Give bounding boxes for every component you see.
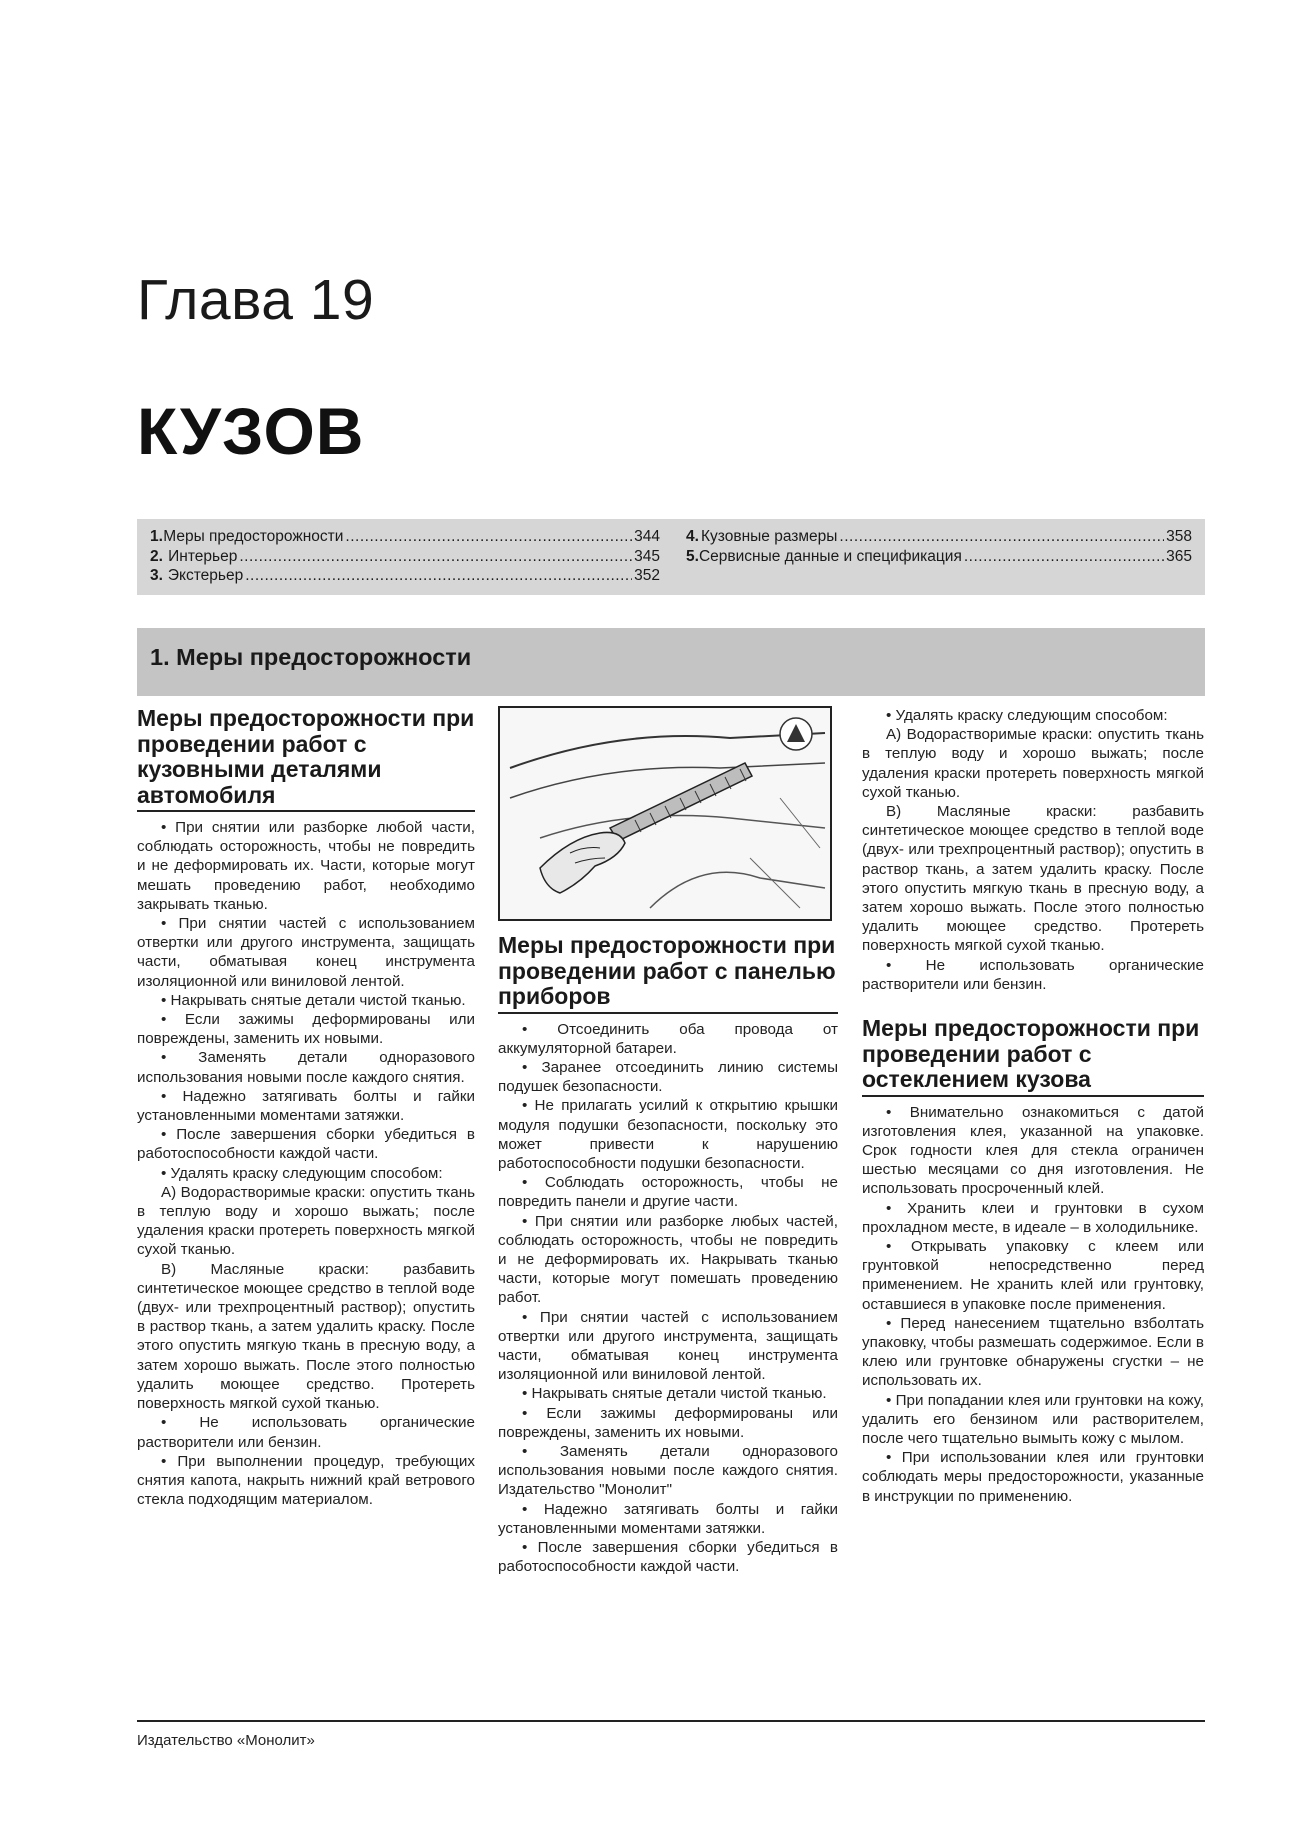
body-paragraph: • Заменять детали одноразового использования новыми после каждого снятия. Издательство "Монолит" [498, 1442, 838, 1499]
toc-entry[interactable] [150, 527, 660, 547]
body-paragraph: • Не использовать органические растворители или бензин. [137, 1414, 475, 1451]
body-paragraph: • При снятии или разборке любой части, соблюдать осторожность, чтобы не повредить и не деформировать их. Части, которые могут мешать проведению работ, необходимо закрывать тканью. [137, 819, 475, 913]
body-paragraph: • После завершения сборки убедиться в работоспособности каждой части. [498, 1538, 838, 1576]
subsection-heading-instrument-panel: Меры предосторожности при проведении работ с панелью приборов [498, 933, 838, 1014]
body-paragraph: • Если зажимы деформированы или повреждены, заменить их новыми. [498, 1404, 838, 1441]
subsection-heading-glazing: Меры предосторожности при проведении работ с остеклением кузова [862, 1016, 1204, 1097]
illustration-drawing [500, 708, 830, 919]
text-column-2 [498, 706, 838, 1576]
body-paragraph: • При использовании клея или грунтовки соблюдать меры предосторожности, указанные в инструкции по применению. [862, 1449, 1204, 1505]
body-paragraph: А) Водорастворимые краски: опустить ткань в теплую воду и хорошо выжать; после удаления краски протереть поверхность мягкой сухой тканью. [862, 726, 1204, 801]
toc-entry-number: 4. [686, 528, 699, 545]
body-paragraph: В) Масляные краски: разбавить синтетическое моющее средство в теплой воде (двух- или трехпроцентный раствор); опустить в раствор ткань, а затем удалить краску. После этого опустить мягкую ткань в пресную воду, а затем хорошо выжать. После этого полностью удалить моющее средство. Протереть поверхность мягкой сухой тканью. [862, 803, 1204, 955]
body-paragraph: В) Масляные краски: разбавить синтетическое моющее средство в теплой воде (двух- или трехпроцентный раствор); опустить в раствор ткань, а затем удалить краску. После этого опустить мягкую ткань в пресную воду, а затем хорошо выжать. После этого полностью удалить моющее средство. Протереть поверхность мягкой сухой тканью. [137, 1260, 475, 1413]
body-paragraph: А) Водорастворимые краски: опустить ткань в теплую воду и хорошо выжать; после удаления краски протереть поверхность мягкой сухой тканью. [137, 1183, 475, 1259]
body-paragraph: • При снятии или разборке любых частей, соблюдать осторожность, чтобы не повредить и не деформировать их. Накрывать тканью части, которые могут помешать проведению работ. [498, 1212, 838, 1307]
toc-leader-dots [245, 566, 632, 586]
body-paragraph: • Открывать упаковку с клеем или грунтовкой непосредственно перед применением. Не хранить клей или грунтовку, оставшиеся в упаковке после применения. [862, 1237, 1204, 1313]
toc-entry-number: 3. [150, 567, 163, 584]
body-paragraph: • Удалять краску следующим способом: [161, 1164, 443, 1182]
column-3-body [862, 1103, 1204, 1506]
body-paragraph: • Заменять детали одноразового использования новыми после каждого снятия. [137, 1049, 475, 1086]
section-header [137, 628, 1205, 696]
body-paragraph: • Соблюдать осторожность, чтобы не повредить панели и другие части. [498, 1174, 838, 1211]
column-1-body [137, 818, 475, 1509]
toc-entry[interactable] [686, 527, 1192, 547]
body-paragraph: • Накрывать снятые детали чистой тканью. [522, 1385, 827, 1403]
body-paragraph: • Не использовать органические растворители или бензин. [862, 956, 1204, 993]
toc-entry-number: 1. [150, 528, 163, 545]
toc-leader-dots [964, 547, 1164, 567]
toc-entry-title: Кузовные размеры [701, 528, 838, 545]
body-paragraph: • Внимательно ознакомиться с датой изготовления клея, указанной на упаковке. Срок годности клея для стекла ограничен шестью месяцами со дня изготовления. Не использовать просроченный клей. [862, 1103, 1204, 1198]
body-paragraph: • Надежно затягивать болты и гайки установленными моментами затяжки. [137, 1087, 475, 1125]
toc-right-column [686, 527, 1192, 566]
body-paragraph: • При выполнении процедур, требующих снятия капота, накрыть нижний край ветрового стекла подходящим материалом. [137, 1452, 475, 1509]
chapter-title: КУЗОВ [137, 394, 365, 468]
body-paragraph: • Хранить клеи и грунтовки в сухом прохладном месте, в идеале – в холодильнике. [862, 1199, 1204, 1236]
toc-entry-title: Экстерьер [167, 567, 244, 584]
body-paragraph: • Если зажимы деформированы или повреждены, заменить их новыми. [137, 1011, 475, 1048]
toc-entry[interactable] [150, 566, 660, 586]
toc-entry-page: 365 [1166, 547, 1192, 565]
body-paragraph: • Отсоединить оба провода от аккумуляторной батареи. [498, 1020, 838, 1057]
body-paragraph: • Перед нанесением тщательно взболтать упаковку, чтобы размешать содержимое. Если в клею или грунтовке обнаружены сгустки – не использовать их. [862, 1314, 1204, 1390]
body-paragraph: • При попадании клея или грунтовки на кожу, удалить его бензином или растворителем, после чего тщательно вымыть кожу с мылом. [862, 1391, 1204, 1447]
toc-entry-number: 2. [150, 547, 163, 565]
illustration-dashboard-tool [498, 706, 832, 921]
body-paragraph: • При снятии частей с использованием отвертки или другого инструмента, защищать части, обматывая конец инструмента изоляционной или виниловой лентой. [498, 1308, 838, 1384]
column-2-body [498, 1020, 838, 1577]
toc-leader-dots [239, 547, 632, 567]
toc-entry[interactable] [686, 547, 1192, 567]
body-paragraph: • Удалять краску следующим способом: [886, 707, 1168, 724]
footer-publisher: Издательство «Монолит» [137, 1732, 315, 1749]
toc-entry[interactable] [150, 547, 660, 567]
text-column-3 [862, 706, 1204, 1506]
toc-leader-dots [345, 527, 632, 547]
text-column-1 [137, 706, 475, 1509]
body-paragraph: • Заранее отсоединить линию системы подушек безопасности. [498, 1058, 838, 1096]
toc-entry-page: 345 [634, 547, 660, 565]
footer-divider [137, 1720, 1205, 1722]
body-paragraph: • Накрывать снятые детали чистой тканью. [161, 991, 466, 1009]
body-paragraph: • При снятии частей с использованием отвертки или другого инструмента, защищать части, обматывая конец инструмента изоляционной или виниловой лентой. [137, 915, 475, 990]
column-3-top-body [862, 706, 1204, 994]
chapter-label: Глава 19 [137, 268, 375, 332]
body-paragraph: • После завершения сборки убедиться в работоспособности каждой части. [137, 1126, 475, 1163]
section-title: 1. Меры предосторожности [150, 644, 472, 670]
toc-left-column [150, 527, 660, 586]
table-of-contents [137, 519, 1205, 595]
subsection-heading-body-parts: Меры предосторожности при проведении работ с кузовными деталями автомобиля [137, 706, 475, 812]
toc-entry-page: 358 [1166, 528, 1192, 545]
toc-entry-title: Меры предосторожности [163, 528, 344, 545]
toc-entry-title: Сервисные данные и спецификация [698, 547, 962, 565]
toc-entry-title: Интерьер [168, 547, 238, 565]
toc-entry-page: 344 [634, 528, 660, 545]
toc-entry-page: 352 [634, 567, 660, 584]
body-paragraph: • Надежно затягивать болты и гайки установленными моментами затяжки. [498, 1500, 838, 1537]
toc-entry-number: 5. [686, 547, 699, 565]
toc-leader-dots [839, 527, 1164, 547]
body-paragraph: • Не прилагать усилий к открытию крышки модуля подушки безопасности, поскольку это может привести к нарушению работоспособности подушки безопасности. [498, 1097, 838, 1172]
